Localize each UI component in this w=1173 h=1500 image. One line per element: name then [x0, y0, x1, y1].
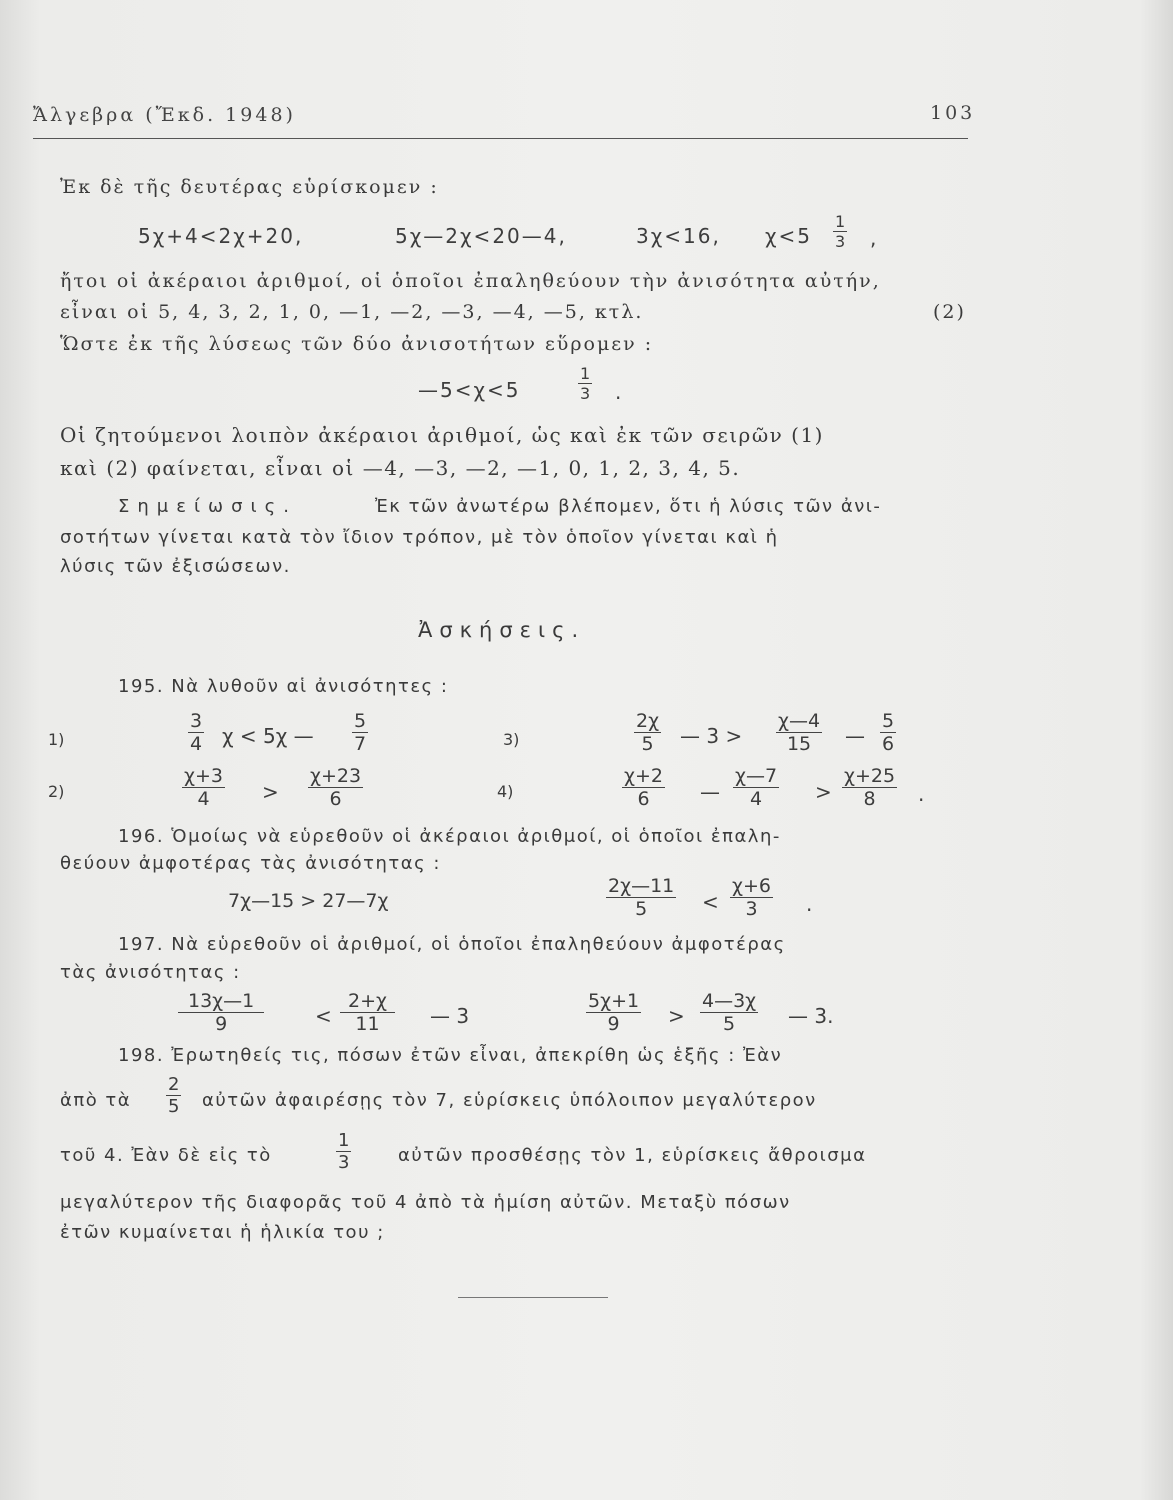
- item-number: 4): [497, 782, 514, 801]
- section-heading: Ἀσκήσεις.: [418, 618, 586, 642]
- fraction: $\frac{2\chi—11}{5}$: [608, 875, 675, 920]
- punctuation: .: [615, 380, 622, 404]
- body-line: Ὥστε ἐκ τῆς λύσεως τῶν δύο ἀνισοτήτων εὕρομεν :: [60, 333, 654, 355]
- fraction: $\frac{13\chi—1}{9}$: [178, 990, 264, 1035]
- expression: — 3 >: [680, 724, 743, 748]
- exercise-text: μεγαλύτερον τῆς διαφορᾶς τοῦ 4 ἀπὸ τὰ ἡμίση αὐτῶν. Μεταξὺ πόσων: [60, 1192, 791, 1213]
- equation: 3χ<16,: [636, 224, 721, 248]
- exercise-text: 197. Νὰ εὑρεθοῦν οἱ ἀριθμοί, οἱ ὁποῖοι ἐπαληθεύουν ἀμφοτέρας: [118, 934, 786, 955]
- fraction: $\frac{1}{3}$: [835, 212, 846, 251]
- fraction: $\frac{2\chi}{5}$: [636, 710, 660, 755]
- note-text: σοτήτων γίνεται κατὰ τὸν ἴδιον τρόπον, μὲ τὸν ὁποῖον γίνεται καὶ ἡ: [60, 527, 779, 548]
- equation: —5<χ<5: [418, 378, 521, 402]
- fraction: $\frac{2+\chi}{11}$: [340, 990, 395, 1035]
- fraction: $\frac{1}{3}$: [580, 364, 591, 403]
- expression: — 3.: [788, 1004, 834, 1028]
- equation-tag: (2): [933, 301, 966, 323]
- equation: 5χ+4<2χ+20,: [138, 224, 304, 248]
- fraction: $\frac{2}{5}$: [168, 1074, 180, 1117]
- page-number: 103: [930, 102, 976, 124]
- note-label: Σημείωσις.: [118, 496, 297, 517]
- body-line: εἶναι οἱ 5, 4, 3, 2, 1, 0, —1, —2, —3, —4, —5, κτλ.: [60, 301, 644, 323]
- body-line: ἤτοι οἱ ἀκέραιοι ἀριθμοί, οἱ ὁποῖοι ἐπαληθεύουν τὴν ἀνισότητα αὐτήν,: [60, 270, 881, 292]
- exercise-text: αὐτῶν ἀφαιρέσῃς τὸν 7, εὑρίσκεις ὑπόλοιπον μεγαλύτερον: [202, 1090, 817, 1111]
- fraction: $\frac{\chi+2}{6}$: [624, 765, 663, 810]
- operator: >: [668, 1004, 685, 1028]
- operator: >: [262, 780, 279, 804]
- fraction: $\frac{4—3\chi}{5}$: [702, 990, 757, 1035]
- fraction: $\frac{\chi+6}{3}$: [732, 875, 771, 920]
- fraction: $\frac{\chi+25}{8}$: [844, 765, 896, 810]
- operator: >: [815, 780, 832, 804]
- fraction: $\frac{3}{4}$: [190, 710, 203, 755]
- body-line: Ἐκ δὲ τῆς δευτέρας εὑρίσκομεν :: [60, 176, 439, 198]
- note-text: λύσις τῶν ἐξισώσεων.: [60, 556, 291, 577]
- exercise-text: αὐτῶν προσθέσῃς τὸν 1, εὑρίσκεις ἄθροισμα: [398, 1145, 867, 1166]
- punctuation: ,: [870, 226, 877, 250]
- fraction: $\frac{\chi+3}{4}$: [184, 765, 223, 810]
- exercise-text: ἀπὸ τὰ: [60, 1090, 132, 1111]
- exercise-text: τὰς ἀνισότητας :: [60, 962, 241, 983]
- punctuation: .: [806, 892, 813, 916]
- fraction: $\frac{1}{3}$: [338, 1130, 350, 1173]
- item-number: 1): [48, 730, 65, 749]
- fraction: $\frac{\chi+23}{6}$: [310, 765, 362, 810]
- punctuation: .: [918, 782, 925, 806]
- exercise-text: τοῦ 4. Ἐὰν δὲ εἰς τὸ: [60, 1145, 272, 1166]
- running-header: Ἄλγεβρα (Ἔκδ. 1948): [33, 104, 296, 126]
- item-number: 2): [48, 782, 65, 801]
- operator: <: [702, 890, 719, 914]
- operator: —: [700, 780, 720, 804]
- equation: 5χ—2χ<20—4,: [395, 224, 567, 248]
- operator: <: [315, 1004, 332, 1028]
- operator: —: [845, 724, 865, 748]
- exercise-text: 196. Ὁμοίως νὰ εὑρεθοῦν οἱ ἀκέραιοι ἀριθμοί, οἱ ὁποῖοι ἐπαλη-: [118, 826, 781, 847]
- exercise-text: θεύουν ἀμφοτέρας τὰς ἀνισότητας :: [60, 853, 441, 874]
- note-text: Ἐκ τῶν ἀνωτέρω βλέπομεν, ὅτι ἡ λύσις τῶν ἀνι-: [375, 496, 882, 517]
- body-line: Οἱ ζητούμενοι λοιπὸν ἀκέραιοι ἀριθμοί, ὡς καὶ ἐκ τῶν σειρῶν (1): [60, 423, 824, 447]
- equation: χ<5: [765, 224, 813, 248]
- fraction: $\frac{\chi—4}{15}$: [778, 710, 821, 755]
- inequality: 7χ—15 > 27—7χ: [228, 890, 389, 912]
- exercise-text: ἐτῶν κυμαίνεται ἡ ἡλικία του ;: [60, 1222, 385, 1243]
- body-line: καὶ (2) φαίνεται, εἶναι οἱ —4, —3, —2, —1, 0, 1, 2, 3, 4, 5.: [60, 456, 741, 480]
- end-rule: [458, 1297, 608, 1298]
- fraction: $\frac{5}{6}$: [882, 710, 895, 755]
- expression: χ < 5χ —: [222, 724, 314, 748]
- fraction: $\frac{5}{7}$: [354, 710, 367, 755]
- fraction: $\frac{5\chi+1}{9}$: [588, 990, 640, 1035]
- item-number: 3): [503, 730, 520, 749]
- exercise-text: 198. Ἐρωτηθείς τις, πόσων ἐτῶν εἶναι, ἀπεκρίθη ὡς ἑξῆς : Ἐὰν: [118, 1045, 783, 1066]
- fraction: $\frac{\chi—7}{4}$: [735, 765, 778, 810]
- expression: — 3: [430, 1004, 470, 1028]
- header-rule: [33, 138, 968, 139]
- exercise-text: 195. Νὰ λυθοῦν αἱ ἀνισότητες :: [118, 676, 449, 697]
